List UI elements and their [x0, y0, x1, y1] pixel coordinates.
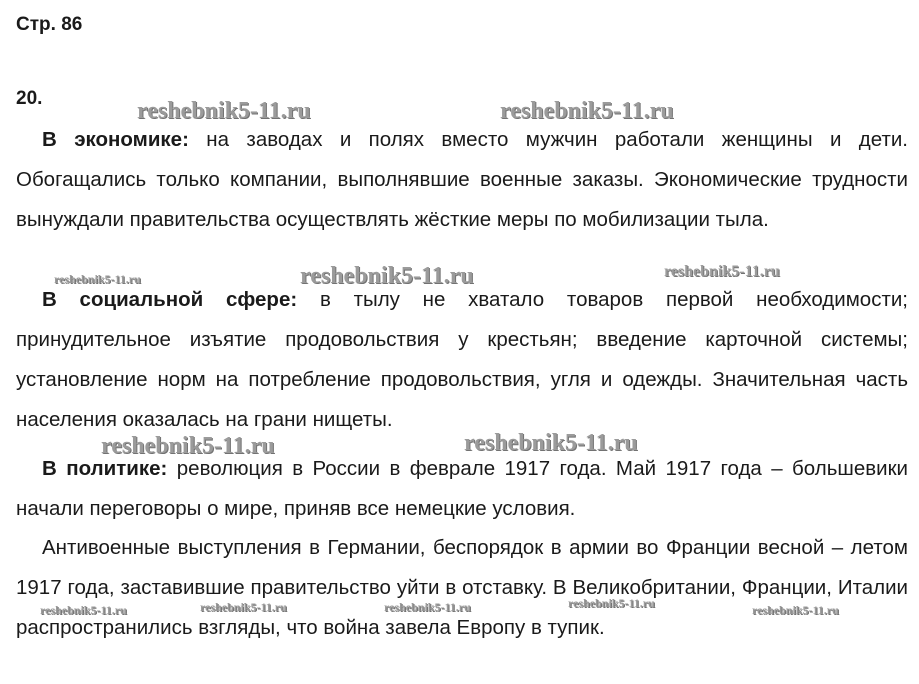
paragraph-heading: В социальной сфере:: [42, 288, 298, 311]
watermark: reshebnik5-11.ru: [500, 98, 674, 124]
watermark: reshebnik5-11.ru: [752, 603, 839, 617]
page-label: Стр. 86: [16, 14, 83, 35]
paragraph-text: в тылу не хватало товаров первой необходимости; принудительное изъятие продовольствия у крестьян; введение карточной системы; установление норм на потребление продовольствия, угля и одежды. Значительная часть населения оказалась на грани нищеты.: [16, 288, 908, 431]
paragraph-text: Антивоенные выступления в Германии, беспорядок в армии во Франции весной – летом 1917 года, заставившие правительство уйти в отставку. В Великобритании, Франции, Италии распространились взгляды, что война завела Европу в тупик.: [16, 536, 908, 639]
watermark: reshebnik5-11.ru: [300, 263, 474, 289]
watermark: reshebnik5-11.ru: [384, 600, 471, 614]
watermark: reshebnik5-11.ru: [200, 600, 287, 614]
watermark: reshebnik5-11.ru: [137, 98, 311, 124]
paragraph-antiwar: [16, 528, 908, 648]
watermark: reshebnik5-11.ru: [568, 596, 655, 610]
paragraph-heading: В политике:: [42, 457, 168, 480]
paragraph-social: [16, 280, 908, 440]
watermark: reshebnik5-11.ru: [464, 430, 638, 456]
paragraph-text: революция в России в феврале 1917 года. Май 1917 года – большевики начали переговоры о мире, приняв все немецкие условия.: [16, 457, 908, 520]
watermark: reshebnik5-11.ru: [664, 263, 780, 280]
watermark: reshebnik5-11.ru: [40, 603, 127, 617]
watermark: reshebnik5-11.ru: [54, 272, 141, 286]
task-number: 20.: [16, 88, 43, 109]
paragraph-heading: В экономике:: [42, 128, 189, 151]
paragraph-text: на заводах и полях вместо мужчин работали женщины и дети. Обогащались только компании, выполнявшие военные заказы. Экономические трудности вынуждали правительства осуществлять жёсткие меры по мобилизации тыла.: [16, 128, 908, 231]
paragraph-economy: [16, 120, 908, 240]
watermark: reshebnik5-11.ru: [101, 433, 275, 459]
paragraph-politics: [16, 449, 908, 529]
